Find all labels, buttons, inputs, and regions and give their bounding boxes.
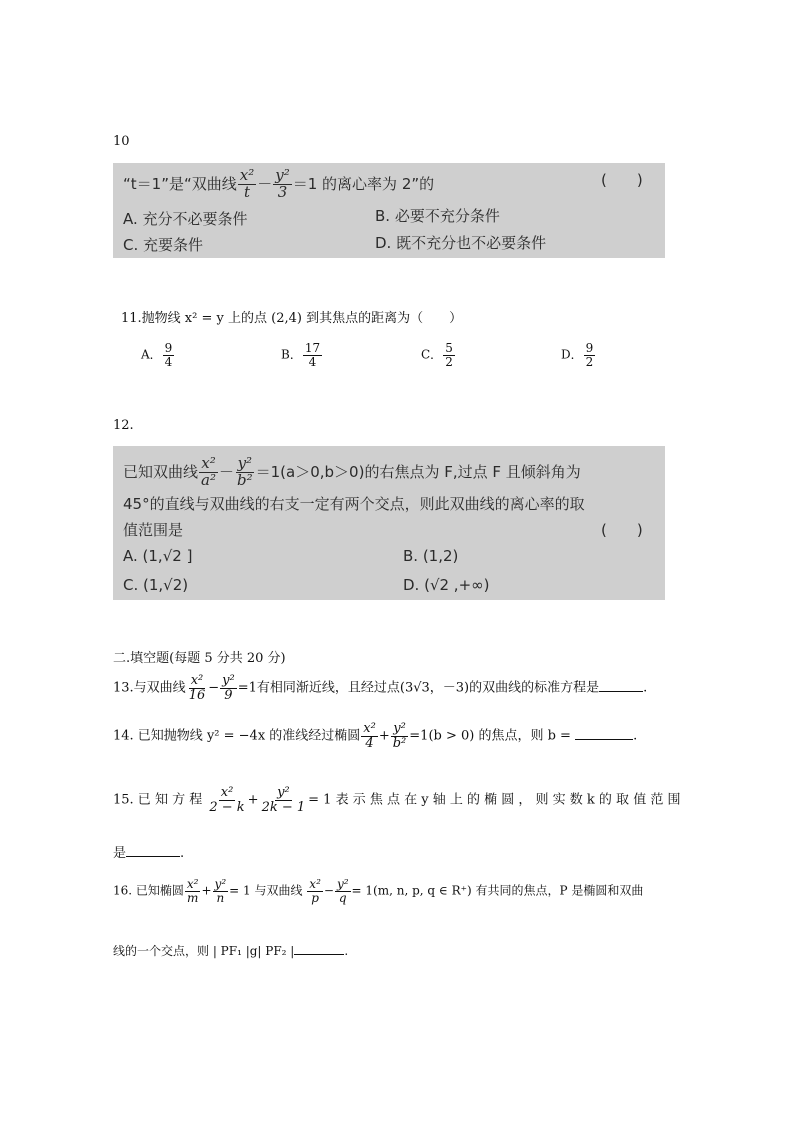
q16-f4-num: y² (336, 877, 349, 891)
q15-line2-text: 是 (113, 846, 127, 861)
q16-frac-y2-n (213, 878, 229, 904)
q16-f1-num: x² (186, 877, 199, 891)
q15-f1-den: 2 − k (209, 799, 245, 815)
q11-b-frac (303, 342, 322, 368)
q12-option-a: A. (1,√2 ] (123, 547, 193, 565)
q12-option-b: B. (1,2) (403, 547, 459, 565)
q11-c-label: C． (421, 347, 443, 362)
q16-frac-x2-p (307, 878, 323, 904)
question-11-stem: 11.抛物线 x² = y 上的点 (2,4) 到其焦点的距离为（ ） (121, 311, 463, 326)
q12-line2: 45°的直线与双曲线的右支一定有两个交点，则此双曲线的离心率的取 (123, 495, 585, 513)
q12-frac2-num: y² (237, 454, 253, 472)
section-2-title: 二.填空题(每题 5 分共 20 分) (113, 651, 286, 666)
question-10-photo (113, 163, 665, 258)
q11-a-den: 4 (164, 354, 173, 369)
q11-option-c (421, 342, 456, 368)
question-16-line2 (113, 942, 348, 959)
q16-line2-text: 线的一个交点，则 | PF₁ |g| PF₂ | (113, 944, 295, 958)
q11-option-d (561, 342, 596, 368)
q14-frac-x2-4 (361, 722, 378, 750)
q16-answer-blank[interactable] (294, 954, 344, 955)
q12-option-d: D. (√2 ,+∞) (403, 576, 490, 594)
q16-f4-den: q (338, 890, 347, 905)
q11-d-frac (584, 342, 596, 368)
q11-b-label: B． (281, 347, 302, 362)
q12-frac-y2-b2 (235, 456, 255, 489)
q14-f2-num: y² (393, 721, 406, 736)
q11-a-num: 9 (164, 341, 173, 355)
q13-f1-num: x² (190, 673, 204, 688)
question-15-line2 (113, 842, 184, 861)
q12-frac1-num: x² (201, 454, 216, 472)
q10-option-c: C. 充要条件 (123, 236, 204, 254)
q13-answer-blank[interactable] (599, 691, 643, 692)
q11-c-num: 5 (445, 341, 453, 355)
question-15: 15. 已 知 方 程 $\frac{\text{x²}}{2 - k}$ + $\frac{\text{y²}}{2k - 1}$ = 1 表 示 焦 点 在 y 轴 上 的 椭 圆 ， 则 实 数 k 的 取 值 范 围 (113, 785, 681, 815)
q16-mid: = 1 与双曲线 (229, 883, 303, 898)
q10-stem-pre: “t＝1”是“双曲线 (123, 174, 237, 193)
q16-post: = 1(m, n, p, q ∈ R⁺) 有共同的焦点，P 是椭圆和双曲 (351, 883, 644, 898)
question-12-photo (113, 446, 665, 600)
q10-frac1-den: t (243, 182, 250, 201)
q12-line1: 已知双曲线 $\frac{\text{x²}}{\text{a²}}$ － $\frac{\text{y²}}{\text{b²}}$ ＝1(a＞0,b＞0)的右焦点为 F,过点 F 且倾斜角为 (123, 454, 581, 489)
q16-frac-x2-m (185, 878, 201, 904)
q13-f2-den: 9 (224, 687, 233, 703)
q11-a-label: A． (141, 347, 162, 362)
q16-f3-den: p (311, 890, 319, 905)
q10-minus: － (257, 174, 273, 193)
q11-d-den: 2 (585, 354, 594, 369)
q12-frac2-den: b² (237, 470, 253, 489)
q16-f3-num: x² (309, 877, 321, 891)
q10-frac2-num: y² (275, 166, 290, 184)
q14-frac-y2-b2 (391, 722, 409, 750)
q16-f2-num: y² (214, 877, 227, 891)
question-13: 13.与双曲线 $\frac{\text{x²}}{16}$ − $\frac{\text{y²}}{9}$ =1有相同渐近线，且经过点(3√3，－3)的双曲线的标准方程是 . (113, 673, 648, 703)
q13-pre: 13.与双曲线 (113, 680, 186, 696)
q15-end: . (180, 846, 185, 861)
q13-end: . (643, 680, 648, 696)
q10-frac-y2-3 (273, 168, 292, 201)
q12-frac1-den: a² (201, 470, 216, 489)
q15-answer-blank[interactable] (126, 856, 180, 857)
q13-post: =1有相同渐近线，且经过点(3√3，－3)的双曲线的标准方程是 (237, 680, 600, 696)
question-14: 14. 已知抛物线 y² = −4x 的准线经过椭圆 $\frac{\text{x²}}{4}$ + $\frac{\text{y²}}{\text{b²}}$ =1(b > 0) 的焦点，则 b = . (113, 721, 638, 751)
q11-c-frac (443, 342, 455, 368)
q15-frac-y2-2k-1 (260, 786, 308, 814)
q16-pre: 16. 已知椭圆 (113, 883, 184, 898)
q12-line1-post: ＝1(a＞0,b＞0)的右焦点为 F,过点 F 且倾斜角为 (255, 462, 581, 481)
q10-frac2-den: 3 (277, 182, 288, 201)
q10-stem (123, 168, 434, 201)
q15-post: = 1 表 示 焦 点 在 y 轴 上 的 椭 圆 ， 则 实 数 k 的 取 值 范 围 (308, 792, 681, 808)
q11-b-den: 4 (308, 354, 317, 369)
q10-option-a: A. 充分不必要条件 (123, 210, 248, 228)
q10-option-b: B. 必要不充分条件 (375, 207, 500, 225)
q12-option-c: C. (1,√2) (123, 576, 189, 594)
q12-line1-pre: 已知双曲线 (123, 462, 199, 481)
q10-stem-post: ＝1 的离心率为 2”的 (292, 174, 435, 193)
q12-paren: ( ) (601, 521, 643, 539)
q15-pre: 15. 已 知 方 程 (113, 792, 203, 808)
q14-f1-num: x² (363, 721, 376, 736)
q16-end: . (344, 944, 349, 958)
q10-paren: ( ) (601, 171, 643, 189)
q11-option-a (141, 342, 175, 368)
question-12-number: 12. (113, 418, 134, 433)
q13-f1-den: 16 (188, 687, 206, 703)
q14-answer-blank[interactable] (575, 739, 633, 740)
q14-f1-den: 4 (365, 735, 374, 751)
q12-frac-x2-a2 (199, 456, 218, 489)
q13-f2-num: y² (222, 673, 235, 688)
q15-f1-num: x² (220, 785, 234, 800)
q11-d-label: D． (561, 347, 583, 362)
q13-frac-y2-9 (220, 674, 237, 702)
q14-pre: 14. 已知抛物线 y² = −4x 的准线经过椭圆 (113, 728, 361, 744)
question-16: 16. 已知椭圆 $\frac{\text{x²}}{m}$ + $\frac{\text{y²}}{n}$ = 1 与双曲线 $\frac{\text{x²}}{p}$ − $\frac{\text{y²}}{q}$ = 1(m, n, p, q ∈ R⁺) 有共同的焦点，P 是椭圆和双曲 (113, 877, 644, 905)
q11-d-num: 9 (585, 341, 594, 355)
q10-frac1-num: x² (239, 166, 255, 184)
q11-a-frac (163, 342, 175, 368)
q15-f2-num: y² (277, 785, 290, 800)
q14-f2-den: b² (392, 735, 407, 751)
q14-post: =1(b > 0) 的焦点，则 b = (409, 728, 571, 744)
q11-c-den: 2 (445, 354, 453, 369)
question-10-number: 10 (113, 134, 130, 149)
q14-end: . (633, 728, 638, 744)
q10-frac-x2-t (238, 168, 256, 201)
q11-option-b (281, 342, 323, 368)
q16-frac-y2-q (335, 878, 351, 904)
q16-f2-den: n (216, 890, 225, 905)
q15-f2-den: 2k − 1 (261, 799, 306, 815)
q13-frac-x2-16 (187, 674, 208, 702)
q16-f1-den: m (187, 890, 199, 905)
q10-option-d: D. 既不充分也不必要条件 (375, 234, 547, 252)
q15-frac-x2-2-k (207, 786, 246, 814)
q12-line3: 值范围是 (123, 521, 184, 539)
q11-b-num: 17 (304, 341, 321, 355)
